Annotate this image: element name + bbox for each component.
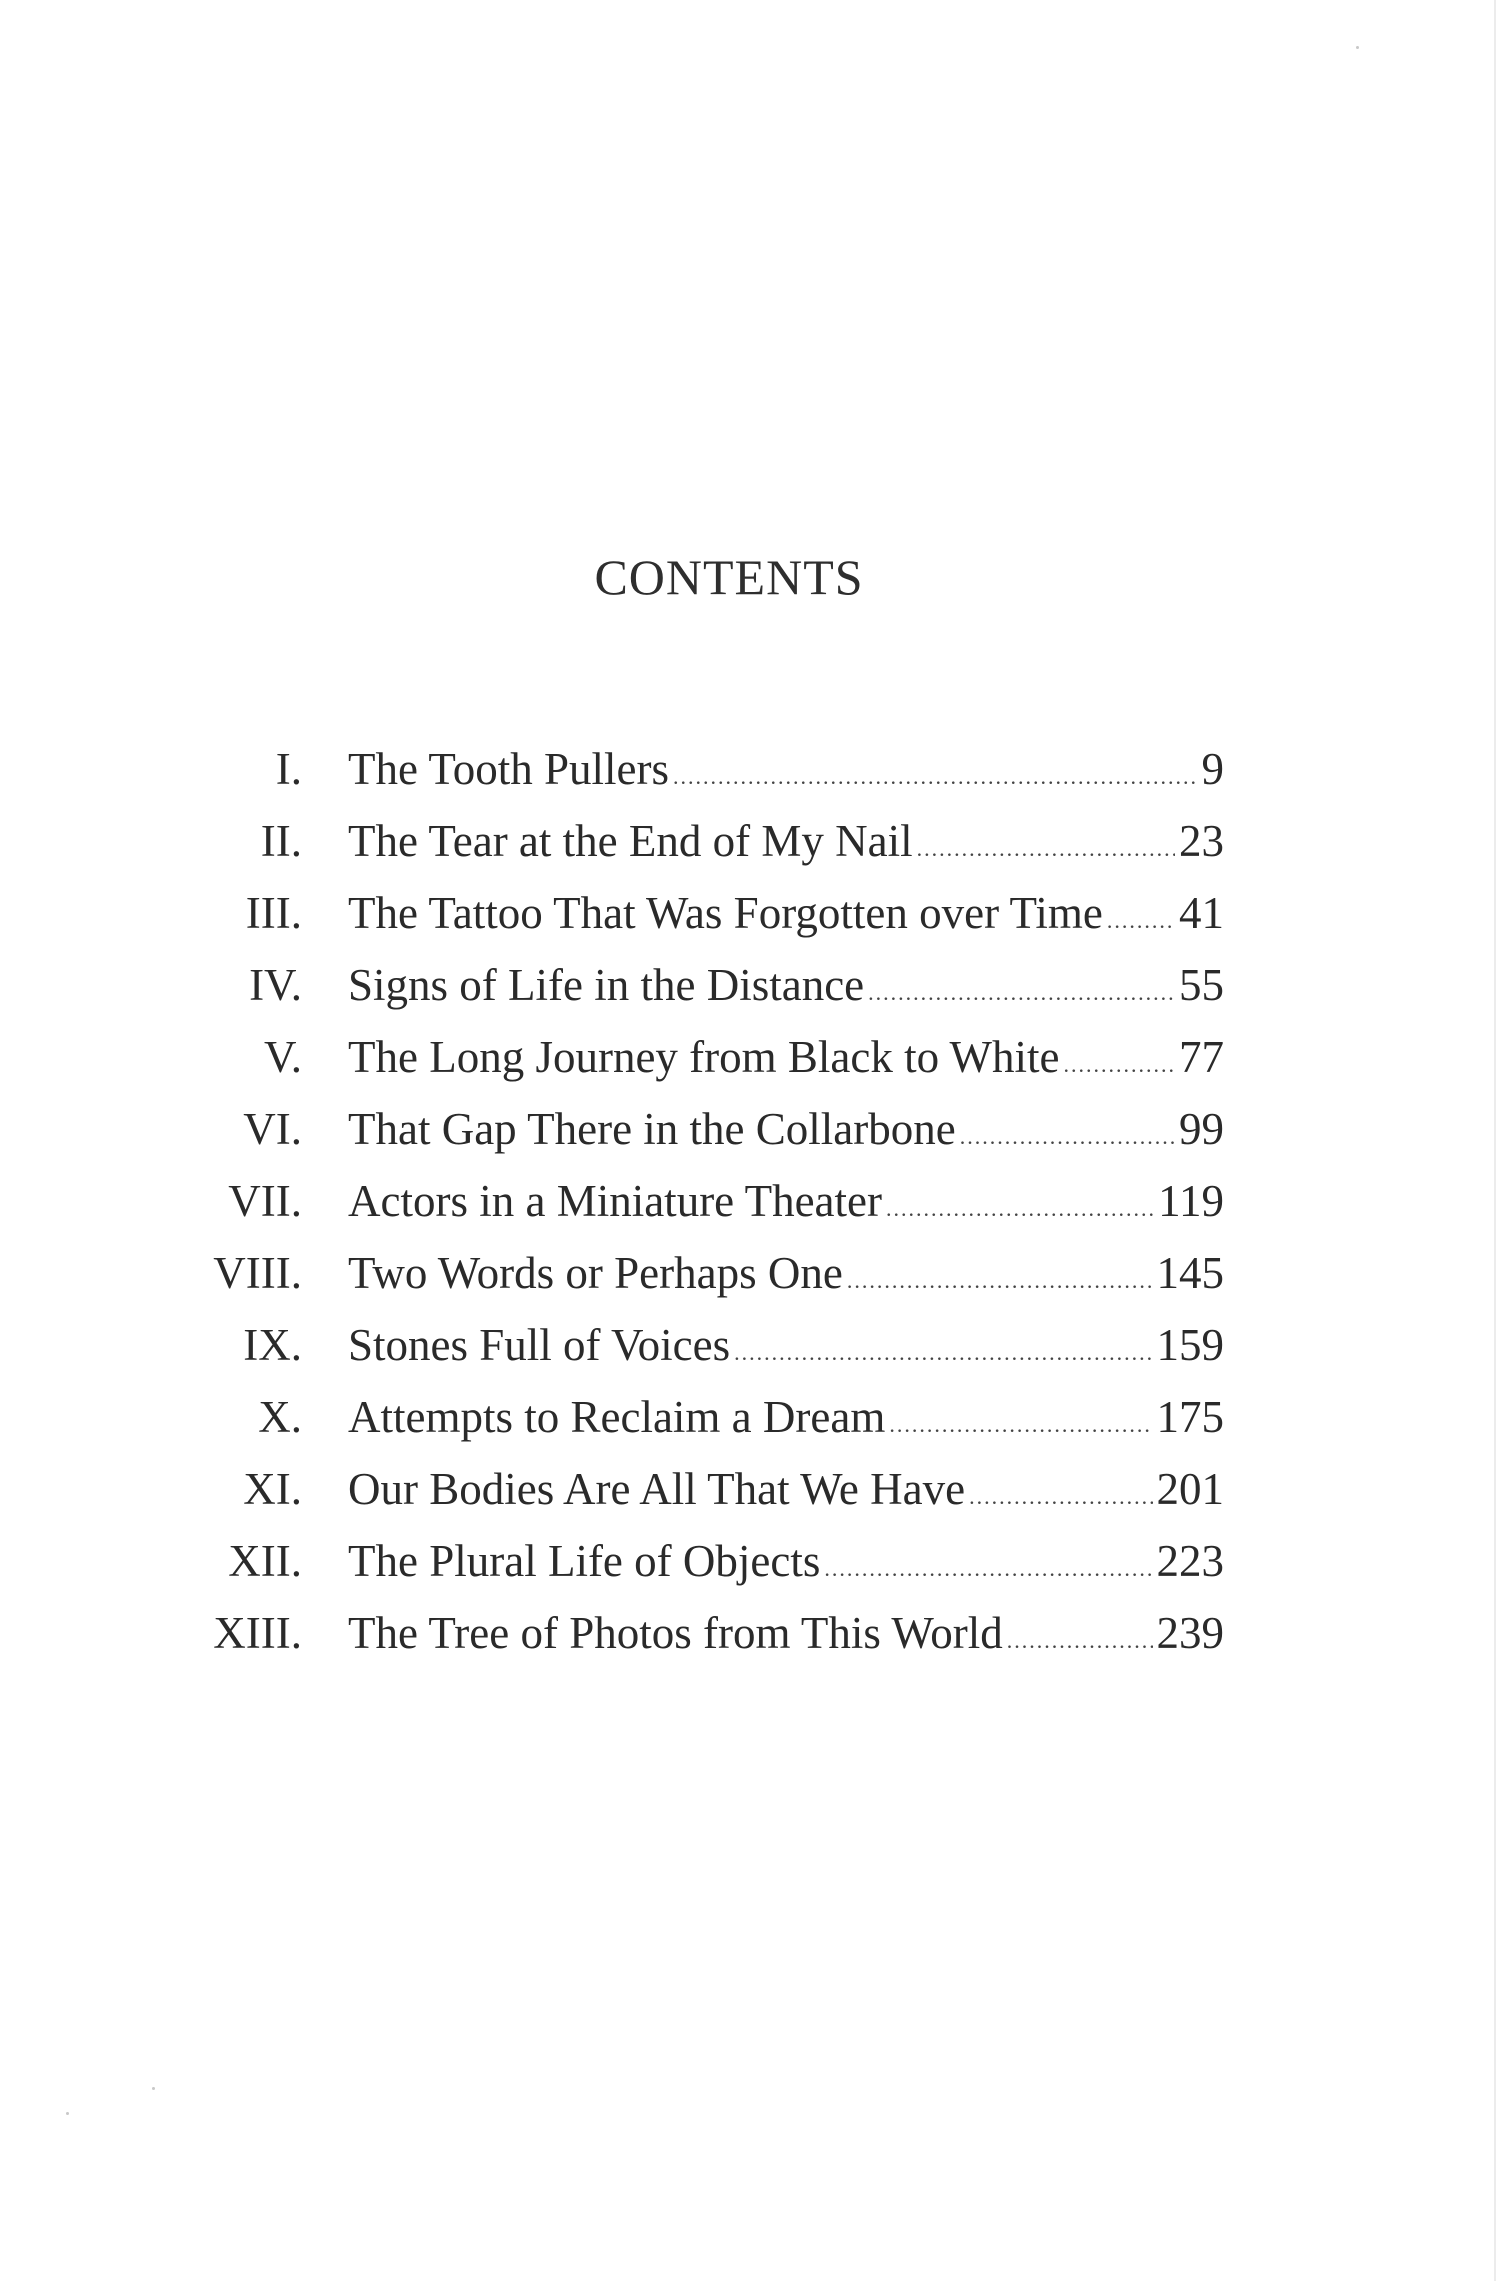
- chapter-title: The Tattoo That Was Forgotten over Time: [348, 888, 1103, 938]
- chapter-numeral: V.: [264, 1032, 302, 1082]
- chapter-title: Stones Full of Voices: [348, 1320, 731, 1370]
- page-number: 55: [1179, 960, 1224, 1010]
- page-number: 175: [1156, 1392, 1224, 1442]
- dot-leader: [960, 1101, 1175, 1173]
- toc-entry-3: [150, 877, 1224, 949]
- dot-leader: [847, 1245, 1153, 1317]
- chapter-title: Our Bodies Are All That We Have: [348, 1464, 966, 1514]
- dot-leader: [969, 1461, 1152, 1533]
- dot-leader: [1007, 1605, 1153, 1677]
- scan-speck: [1356, 46, 1359, 49]
- dot-leader: [673, 741, 1198, 813]
- chapter-numeral: XII.: [228, 1536, 302, 1586]
- chapter-numeral: I.: [275, 744, 302, 794]
- chapter-numeral: XI.: [243, 1464, 302, 1514]
- dot-leader: [1107, 885, 1175, 957]
- page-number: 145: [1156, 1248, 1224, 1298]
- toc-entry-10: [150, 1381, 1224, 1453]
- dot-leader: [917, 813, 1175, 885]
- toc-entry-5: [150, 1021, 1224, 1093]
- page-number: 77: [1179, 1032, 1224, 1082]
- page-edge: [1494, 0, 1496, 2281]
- chapter-title: That Gap There in the Collarbone: [348, 1104, 956, 1154]
- page-number: 23: [1179, 816, 1224, 866]
- chapter-numeral: II.: [260, 816, 302, 866]
- chapter-numeral: X.: [258, 1392, 302, 1442]
- scan-speck: [66, 2112, 69, 2115]
- chapter-title: Two Words or Perhaps One: [348, 1248, 843, 1298]
- chapter-title: The Plural Life of Objects: [348, 1536, 821, 1586]
- chapter-numeral: VIII.: [213, 1248, 302, 1298]
- toc-entry-4: [150, 949, 1224, 1021]
- chapter-numeral: IX.: [243, 1320, 302, 1370]
- page-number: 239: [1156, 1608, 1224, 1658]
- dot-leader: [886, 1173, 1154, 1245]
- dot-leader: [824, 1533, 1152, 1605]
- chapter-title: The Long Journey from Black to White: [348, 1032, 1060, 1082]
- page-number: 9: [1201, 744, 1224, 794]
- toc-entry-2: [150, 805, 1224, 877]
- toc-entry-9: [150, 1309, 1224, 1381]
- chapter-numeral: IV.: [249, 960, 302, 1010]
- toc-entry-1: [150, 733, 1224, 805]
- toc-entry-11: [150, 1453, 1224, 1525]
- chapter-numeral: VI.: [243, 1104, 302, 1154]
- toc-entry-8: [150, 1237, 1224, 1309]
- dot-leader: [868, 957, 1175, 1029]
- chapter-title: Signs of Life in the Distance: [348, 960, 865, 1010]
- chapter-title: Attempts to Reclaim a Dream: [348, 1392, 886, 1442]
- chapter-numeral: XIII.: [213, 1608, 302, 1658]
- chapter-title: The Tear at the End of My Nail: [348, 816, 913, 866]
- toc-entry-12: [150, 1525, 1224, 1597]
- page-number: 99: [1179, 1104, 1224, 1154]
- toc-entry-7: [150, 1165, 1224, 1237]
- chapter-title: Actors in a Miniature Theater: [348, 1176, 882, 1226]
- page-number: 201: [1156, 1464, 1224, 1514]
- contents-heading: CONTENTS: [594, 549, 864, 605]
- table-of-contents: [150, 733, 1224, 1669]
- chapter-numeral: III.: [245, 888, 302, 938]
- dot-leader: [1064, 1029, 1176, 1101]
- chapter-title: The Tree of Photos from This World: [348, 1608, 1003, 1658]
- toc-entry-6: [150, 1093, 1224, 1165]
- page-number: 119: [1158, 1176, 1224, 1226]
- dot-leader: [734, 1317, 1152, 1389]
- page-number: 159: [1156, 1320, 1224, 1370]
- page-number: 223: [1156, 1536, 1224, 1586]
- scan-speck: [152, 2087, 155, 2090]
- page-number: 41: [1179, 888, 1224, 938]
- chapter-numeral: VII.: [228, 1176, 302, 1226]
- chapter-title: The Tooth Pullers: [348, 744, 669, 794]
- dot-leader: [889, 1389, 1152, 1461]
- toc-entry-13: [150, 1597, 1224, 1669]
